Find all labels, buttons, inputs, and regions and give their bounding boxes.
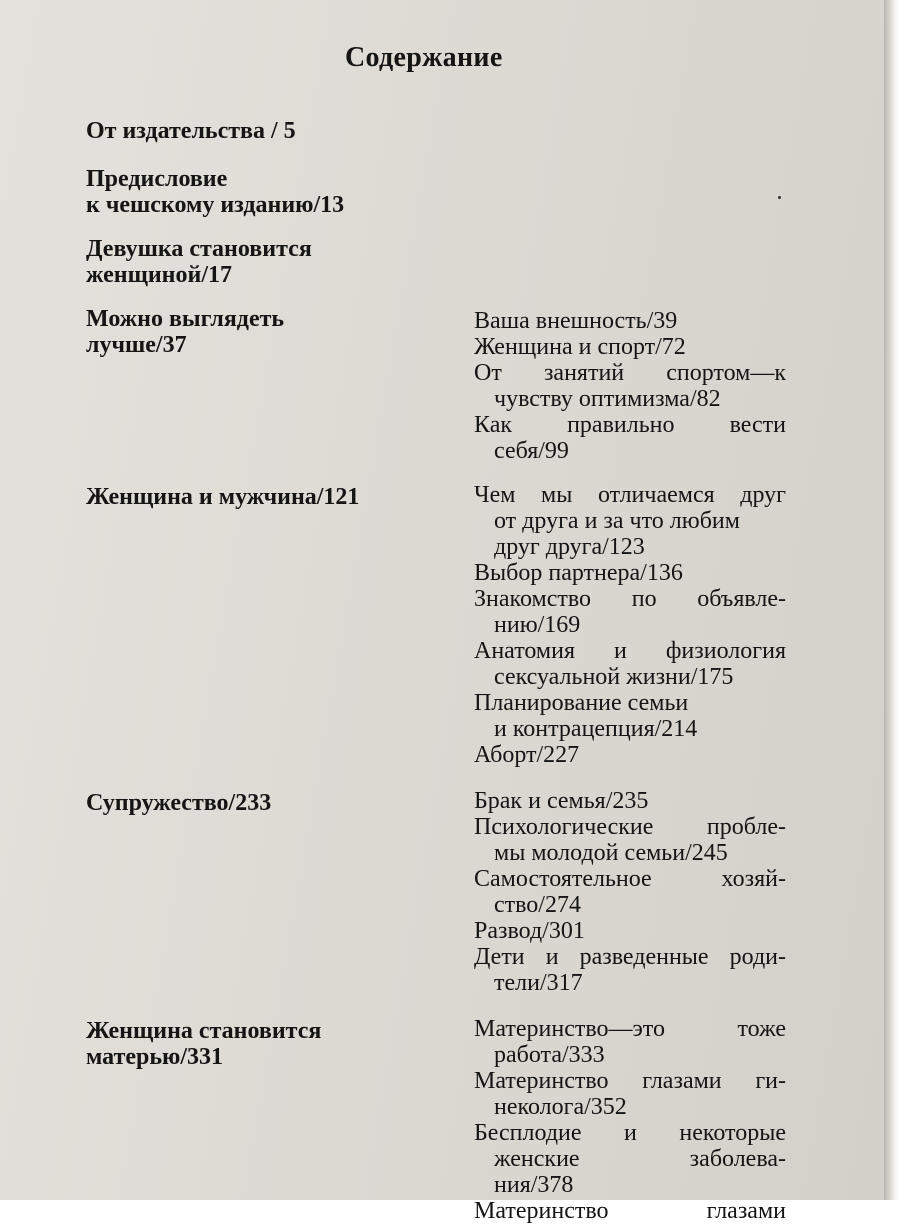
chapter-line: Супружество/233 — [86, 790, 272, 816]
page-edge — [884, 0, 900, 1200]
chapter-line: к чешскому изданию/13 — [86, 192, 345, 218]
subsection-entry: От занятий спортом—к чувству оптимизма/82 — [474, 360, 786, 412]
subsection-entry: Чем мы отличаемся друг от друга и за что любим друг друга/123 — [474, 482, 786, 560]
subsections-chapter-6 — [474, 1016, 786, 1224]
chapter-line: лучше/37 — [86, 332, 187, 358]
subsection-entry: Развод/301 — [474, 918, 585, 944]
subsection-entry: Выбор партнера/136 — [474, 560, 683, 586]
chapter-3 — [86, 306, 416, 358]
subsection-entry: Женщина и спорт/72 — [474, 334, 686, 360]
subsection-entry: Ваша внешность/39 — [474, 308, 678, 334]
chapter-5 — [86, 790, 416, 816]
subsections-chapter-4 — [474, 482, 786, 768]
subsection-entry: Психологические пробле- мы молодой семьи/245 — [474, 814, 786, 866]
speck — [778, 196, 781, 199]
chapter-line: Женщина становится — [86, 1018, 322, 1044]
subsection-entry: Брак и семья/235 — [474, 788, 649, 814]
subsection-entry: Дети и разведенные роди- тели/317 — [474, 944, 786, 996]
subsections-chapter-3 — [474, 308, 786, 464]
chapter-4 — [86, 484, 416, 510]
chapter-line: Женщина и мужчина/121 — [86, 484, 360, 510]
subsection-entry: Самостоятельное хозяй- ство/274 — [474, 866, 786, 918]
subsection-entry: Материнство глазами ги- неколога/352 — [474, 1068, 786, 1120]
page-title: Содержание — [345, 42, 503, 73]
chapter-line: матерью/331 — [86, 1044, 224, 1070]
chapter-0 — [86, 118, 416, 144]
chapter-line: От издательства / 5 — [86, 118, 296, 144]
chapter-line: женщиной/17 — [86, 262, 232, 288]
subsection-entry: Знакомство по объявле- нию/169 — [474, 586, 786, 638]
subsection-entry: Анатомия и физиология сексуальной жизни/175 — [474, 638, 786, 690]
chapter-line: Можно выглядеть — [86, 306, 285, 332]
subsection-entry: Материнство глазами — [474, 1198, 786, 1224]
subsection-entry: Как правильно вести себя/99 — [474, 412, 786, 464]
chapter-line: Предисловие — [86, 166, 228, 192]
subsection-entry: Планирование семьи и контрацепция/214 — [474, 690, 698, 742]
chapter-6 — [86, 1018, 416, 1070]
subsection-entry: Бесплодие и некоторые женские заболева- ния/378 — [474, 1120, 786, 1198]
subsection-entry: Материнство—это тоже работа/333 — [474, 1016, 786, 1068]
chapter-2 — [86, 236, 416, 288]
chapter-line: Девушка становится — [86, 236, 312, 262]
subsection-entry: Аборт/227 — [474, 742, 580, 768]
chapter-1 — [86, 166, 416, 218]
subsections-chapter-5 — [474, 788, 786, 996]
